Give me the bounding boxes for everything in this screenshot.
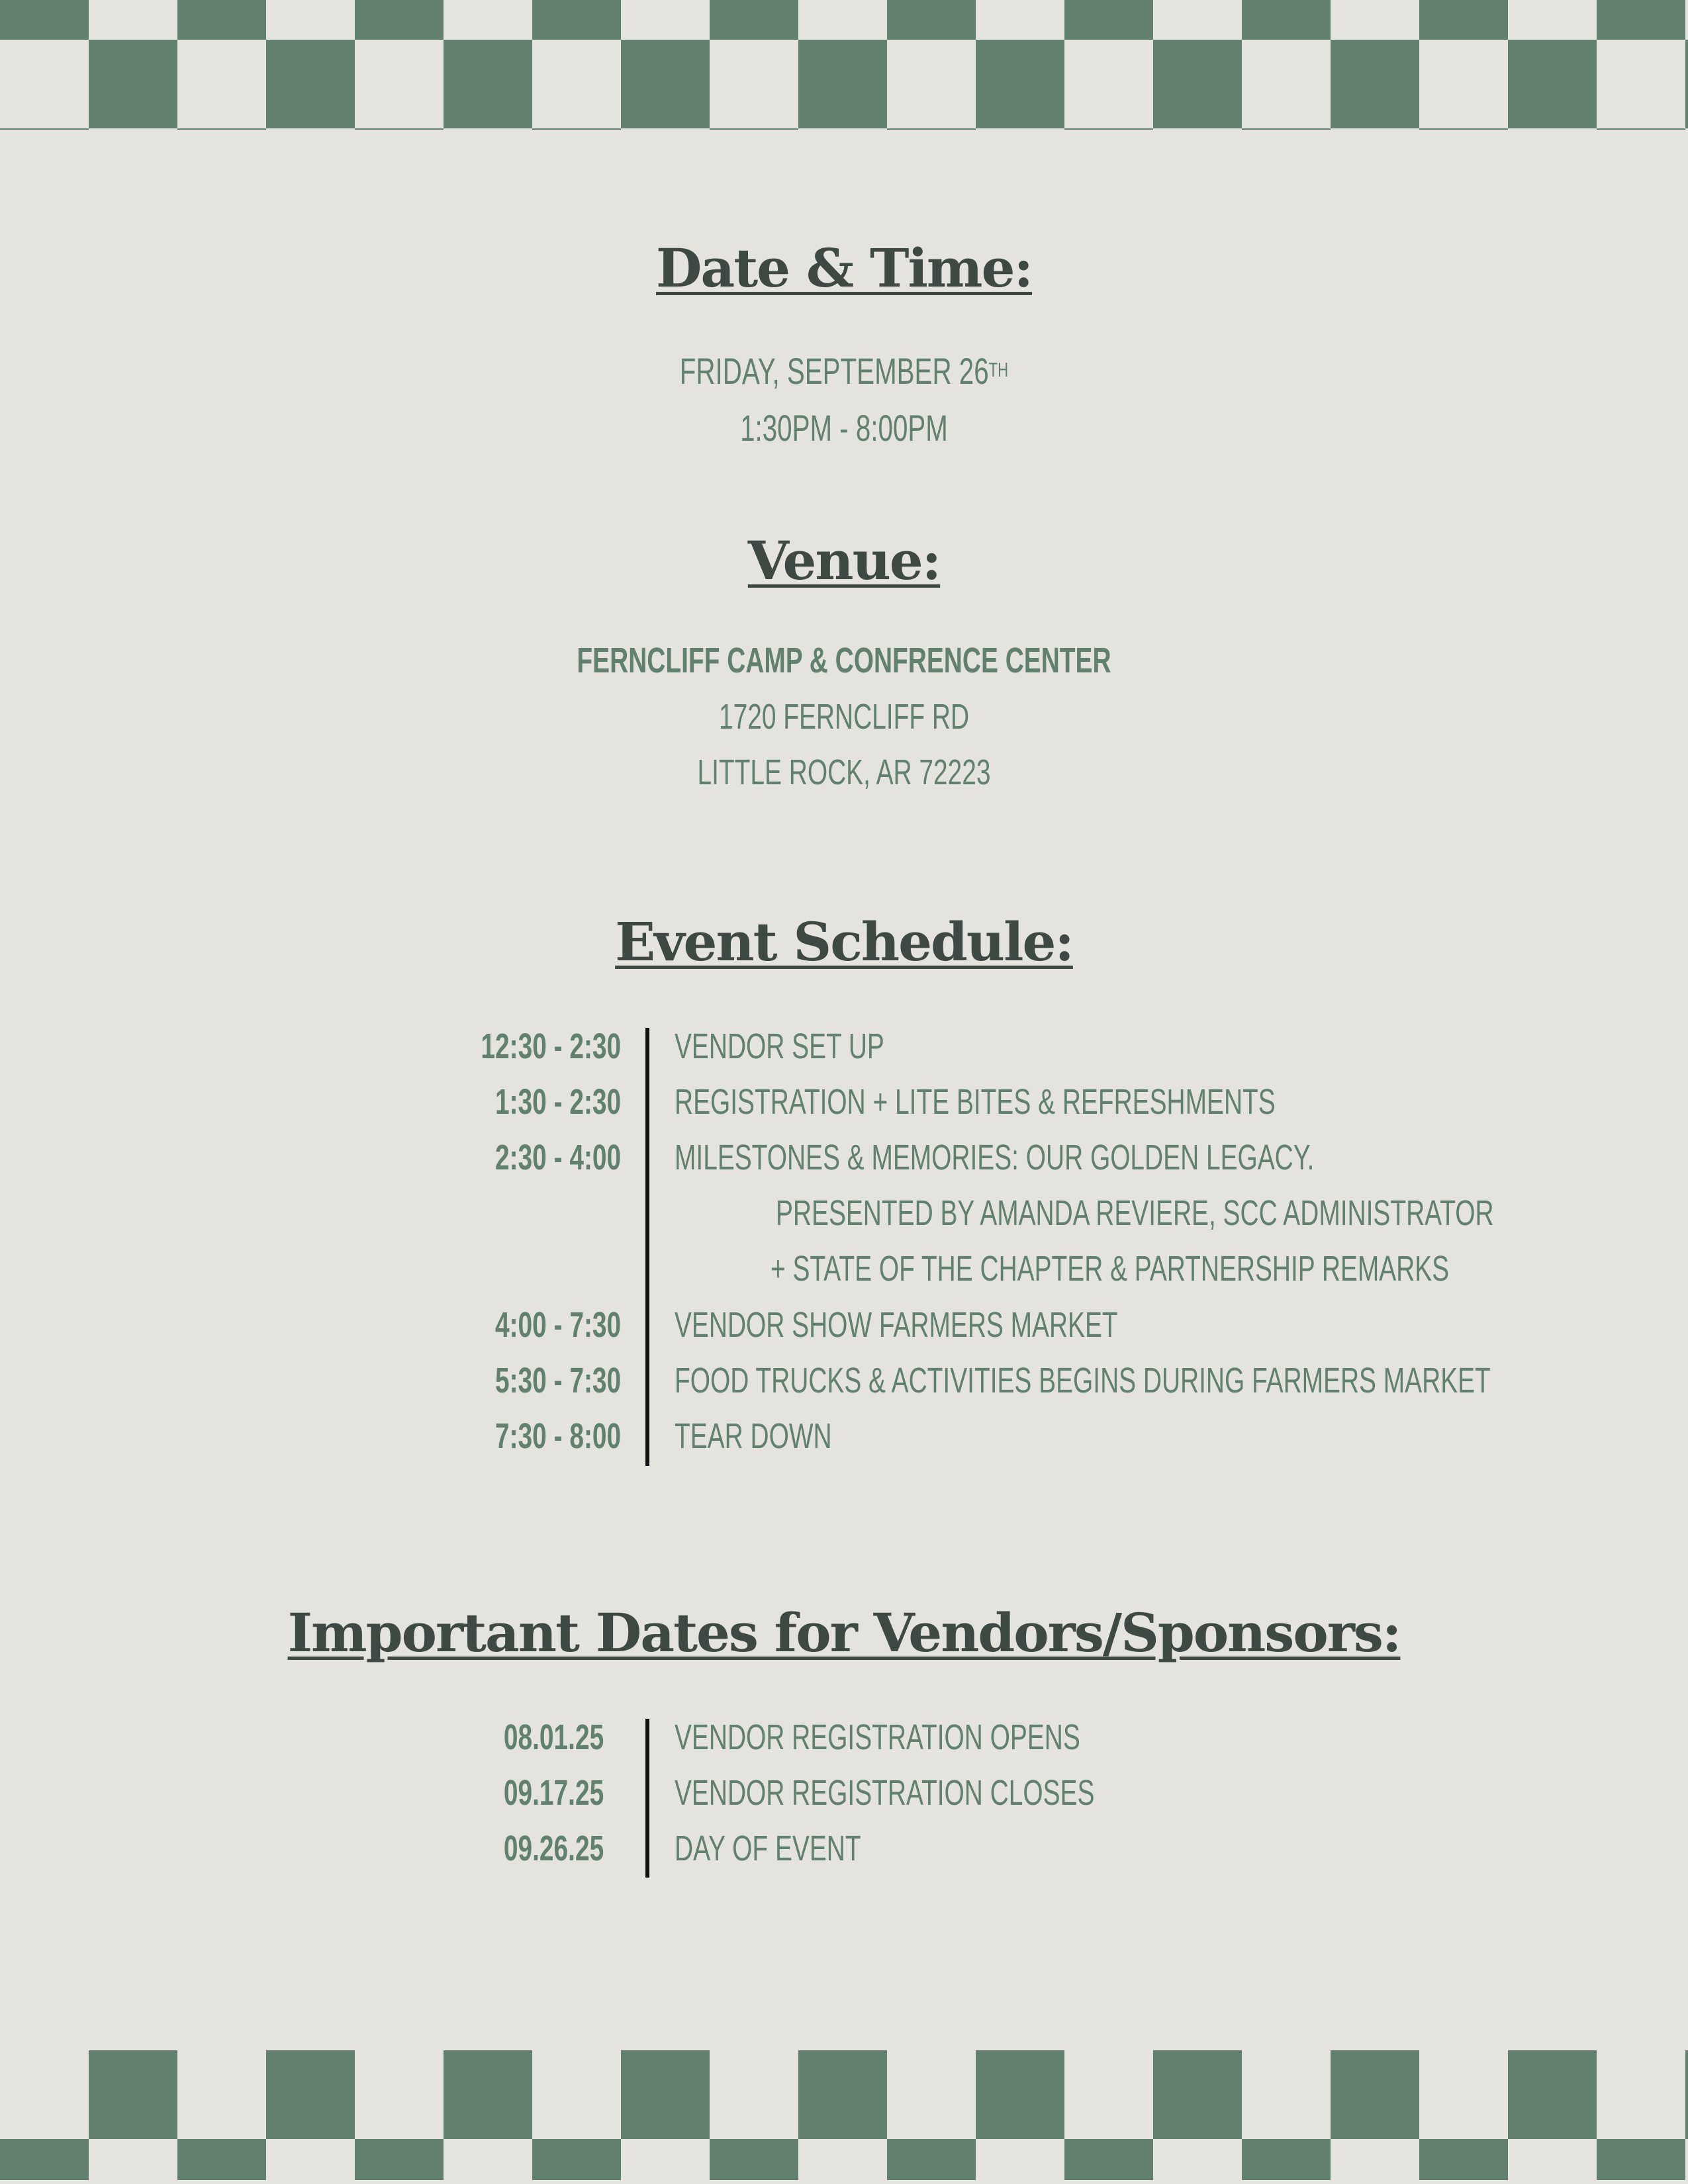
venue-address-line2: LITTLE ROCK, AR 72223	[697, 752, 991, 792]
venue-name: FERNCLIFF CAMP & CONFRENCE CENTER	[577, 641, 1111, 680]
important-date: 09.17.25	[503, 1773, 604, 1813]
event-date-main: FRIDAY, SEPTEMBER 26	[679, 350, 989, 392]
schedule-time: 4:00 - 7:30	[494, 1305, 621, 1345]
schedule-time: 5:30 - 7:30	[494, 1361, 621, 1400]
schedule-time: 12:30 - 2:30	[481, 1026, 621, 1066]
event-time: 1:30PM - 8:00PM	[740, 407, 948, 449]
venue-heading: Venue:	[747, 529, 941, 592]
event-date-suffix: TH	[988, 358, 1009, 382]
important-dates-heading: Important Dates for Vendors/Sponsors:	[287, 1602, 1401, 1664]
schedule-activity: MILESTONES & MEMORIES: OUR GOLDEN LEGACY.	[675, 1138, 1315, 1177]
schedule-time: 1:30 - 2:30	[494, 1082, 621, 1122]
schedule-activity: VENDOR SHOW FARMERS MARKET	[675, 1305, 1118, 1345]
date-time-heading: Date & Time:	[656, 237, 1032, 299]
checkerboard-border-top	[0, 0, 1688, 130]
schedule-activity-detail: + STATE OF THE CHAPTER & PARTNERSHIP REMARKS	[771, 1249, 1450, 1289]
important-date-event: DAY OF EVENT	[675, 1829, 861, 1868]
important-date-event: VENDOR REGISTRATION CLOSES	[675, 1773, 1095, 1813]
schedule-divider	[645, 1028, 649, 1466]
important-date-event: VENDOR REGISTRATION OPENS	[675, 1717, 1080, 1757]
schedule-activity: REGISTRATION + LITE BITES & REFRESHMENTS	[675, 1082, 1276, 1122]
schedule-activity: VENDOR SET UP	[675, 1026, 884, 1066]
important-date: 09.26.25	[503, 1829, 604, 1868]
important-date: 08.01.25	[503, 1717, 604, 1757]
event-date	[236, 349, 1452, 392]
schedule-time: 7:30 - 8:00	[494, 1416, 621, 1456]
important-dates-divider	[645, 1719, 649, 1878]
schedule-activity-detail: PRESENTED BY AMANDA REVIERE, SCC ADMINISTRATOR	[776, 1193, 1494, 1233]
schedule-activity: TEAR DOWN	[675, 1416, 832, 1456]
checkerboard-border-bottom	[0, 2050, 1688, 2180]
schedule-activity: FOOD TRUCKS & ACTIVITIES BEGINS DURING FARMERS MARKET	[675, 1361, 1491, 1400]
venue-address-line1: 1720 FERNCLIFF RD	[718, 697, 970, 737]
schedule-time: 2:30 - 4:00	[494, 1138, 621, 1177]
event-schedule-heading: Event Schedule:	[615, 911, 1073, 973]
